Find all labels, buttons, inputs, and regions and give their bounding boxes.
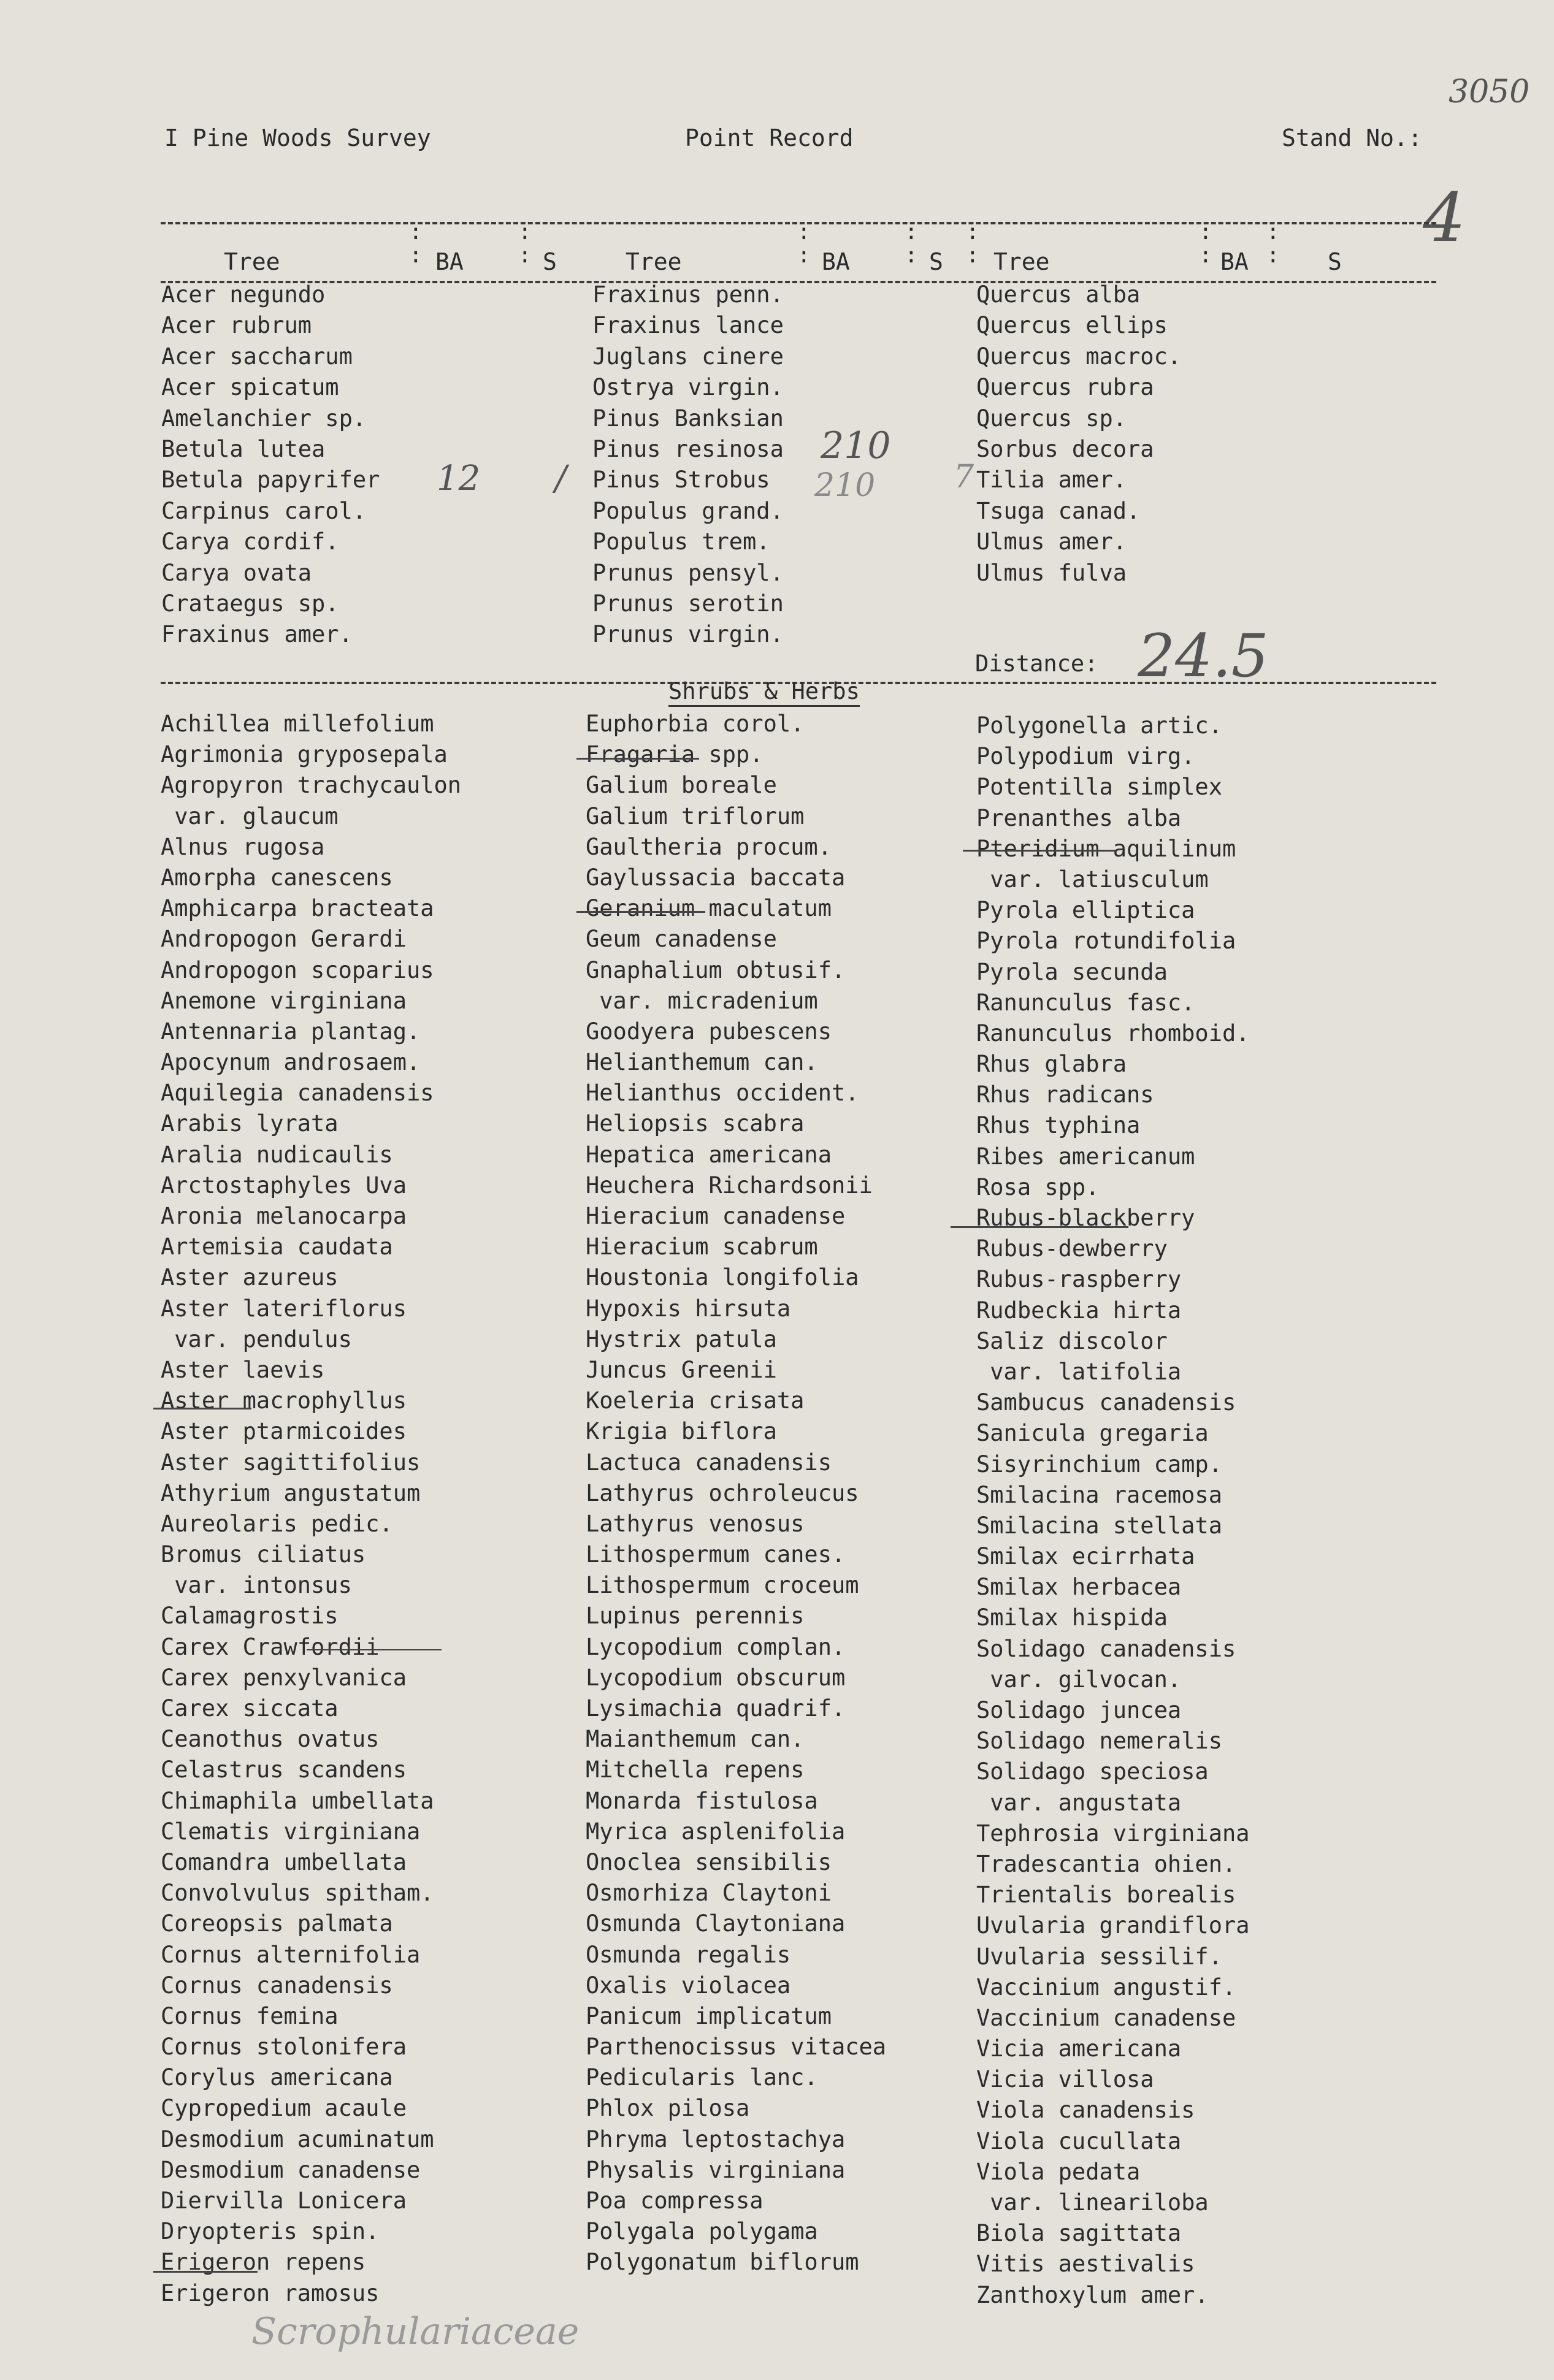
- list-item: Aster ptarmicoides: [161, 1418, 407, 1445]
- handwritten-pinus-strobus-ba: 210: [814, 467, 876, 504]
- list-item: Pinus Strobus: [592, 467, 770, 494]
- list-item: Rhus glabra: [976, 1051, 1127, 1078]
- separator-colons: : :: [1266, 219, 1280, 268]
- list-item: Helianthemum can.: [586, 1049, 818, 1076]
- list-item: Prunus serotin: [592, 590, 784, 617]
- list-item: var. latiusculum: [976, 866, 1209, 893]
- list-item: Helianthus occident.: [586, 1080, 859, 1107]
- s-header-3: S: [1328, 248, 1342, 275]
- shrubs-column-1: [161, 709, 461, 2309]
- list-item: Lithospermum canes.: [586, 1541, 846, 1568]
- list-item: Heuchera Richardsonii: [586, 1172, 873, 1199]
- list-item: Lathyrus ochroleucus: [586, 1479, 859, 1506]
- list-item: Galium triflorum: [586, 803, 805, 830]
- list-item: Zanthoxylum amer.: [976, 2281, 1209, 2308]
- list-item: Geum canadense: [586, 926, 777, 953]
- separator-colons: : :: [966, 219, 979, 268]
- list-item: Lactuca canadensis: [586, 1449, 832, 1476]
- list-item: Lithospermum croceum: [586, 1572, 859, 1599]
- list-item: Hepatica americana: [586, 1141, 832, 1168]
- list-item: Vaccinium angustif.: [976, 1974, 1236, 2000]
- list-item: Lupinus perennis: [586, 1603, 805, 1630]
- list-item: Diervilla Lonicera: [161, 2187, 407, 2214]
- list-item: Acer rubrum: [161, 312, 312, 339]
- list-item: Smilax hispida: [976, 1604, 1168, 1631]
- list-item: Uvularia grandiflora: [976, 1912, 1250, 1939]
- list-item: Panicum implicatum: [586, 2002, 832, 2029]
- list-item: Solidago nemeralis: [976, 1728, 1222, 1755]
- list-item: Agrimonia gryposepala: [161, 741, 448, 768]
- distance-value: 24.5: [1138, 622, 1269, 690]
- list-item: Polygonatum biflorum: [586, 2249, 859, 2276]
- list-item: Juglans cinere: [592, 343, 784, 370]
- list-item: Quercus rubra: [976, 374, 1154, 401]
- list-item: Amphicarpa bracteata: [161, 895, 434, 922]
- list-item: Aster lateriflorus: [161, 1295, 407, 1322]
- list-item: Trientalis borealis: [976, 1882, 1236, 1909]
- list-item: Euphorbia corol.: [586, 711, 805, 737]
- list-item: Heliopsis scabra: [586, 1110, 805, 1137]
- handwritten-checkmark: [153, 2271, 258, 2273]
- list-item: Cypropedium acaule: [161, 2095, 407, 2122]
- list-item: Smilax herbacea: [976, 1574, 1182, 1601]
- list-item: Betula papyrifer: [161, 467, 380, 494]
- list-item: Gaultheria procum.: [586, 833, 832, 860]
- list-item: Corylus americana: [161, 2064, 393, 2091]
- list-item: Quercus alba: [976, 281, 1141, 308]
- list-item: Tephrosia virginiana: [976, 1820, 1250, 1847]
- separator-colons: : :: [1199, 219, 1212, 268]
- list-item: Sambucus canadensis: [976, 1389, 1236, 1416]
- distance-label: Distance:: [975, 650, 1098, 677]
- list-item: Athyrium angustatum: [161, 1479, 421, 1506]
- list-item: Carex penxylvanica: [161, 1664, 407, 1691]
- list-item: Clematis virginiana: [161, 1818, 421, 1845]
- list-item: Viola pedata: [976, 2158, 1141, 2185]
- list-item: Achillea millefolium: [161, 711, 434, 737]
- list-item: Ribes americanum: [976, 1143, 1195, 1170]
- list-item: Prunus virgin.: [592, 621, 784, 648]
- list-item: Acer spicatum: [161, 374, 339, 401]
- list-item: Aralia nudicaulis: [161, 1141, 393, 1168]
- list-item: Solidago speciosa: [976, 1758, 1209, 1785]
- list-item: Vaccinium canadense: [976, 2004, 1236, 2031]
- handwritten-checkmark: [963, 850, 1116, 852]
- handwritten-betula-ba: 12: [437, 459, 481, 498]
- list-item: Hystrix patula: [586, 1325, 777, 1352]
- list-item: Comandra umbellata: [161, 1848, 407, 1875]
- list-item: var. lineariloba: [976, 2189, 1209, 2216]
- list-item: Sisyrinchium camp.: [976, 1451, 1222, 1478]
- list-item: Carpinus carol.: [161, 497, 367, 524]
- list-item: Fraxinus amer.: [161, 621, 353, 648]
- list-item: Ostrya virgin.: [592, 374, 784, 401]
- list-item: Maianthemum can.: [586, 1726, 805, 1753]
- list-item: Saliz discolor: [976, 1327, 1168, 1354]
- list-item: Antennaria plantag.: [161, 1018, 421, 1045]
- list-item: Polygonella artic.: [976, 712, 1222, 739]
- list-item: Pyrola secunda: [976, 958, 1168, 985]
- list-item: Osmorhiza Claytoni: [586, 1880, 832, 1907]
- list-item: Polygala polygama: [586, 2218, 818, 2245]
- handwritten-pinus-strobus-s: 7: [954, 459, 974, 495]
- list-item: Mitchella repens: [586, 1756, 805, 1783]
- list-item: Acer saccharum: [161, 343, 353, 370]
- list-item: Ceanothus ovatus: [161, 1726, 380, 1753]
- list-item: Ranunculus rhomboid.: [976, 1020, 1250, 1047]
- list-item: Polypodium virg.: [976, 743, 1195, 770]
- list-item: Cornus alternifolia: [161, 1941, 421, 1968]
- list-item: Alnus rugosa: [161, 833, 325, 860]
- list-item: Carya ovata: [161, 559, 312, 586]
- ba-header-3: BA: [1220, 248, 1249, 275]
- list-item: Vicia villosa: [976, 2066, 1154, 2093]
- list-item: Solidago juncea: [976, 1697, 1182, 1723]
- list-item: Rubus-dewberry: [976, 1235, 1168, 1262]
- shrubs-column-2: [586, 709, 886, 2278]
- list-item: var. latifolia: [976, 1358, 1182, 1385]
- list-item: Desmodium canadense: [161, 2156, 421, 2183]
- list-item: Crataegus sp.: [161, 590, 339, 617]
- list-item: Fragaria spp.: [586, 741, 764, 768]
- list-item: var. intonsus: [161, 1572, 352, 1599]
- list-item: Gaylussacia baccata: [586, 864, 846, 891]
- list-item: Physalis virginiana: [586, 2156, 846, 2183]
- list-item: Potentilla simplex: [976, 774, 1222, 801]
- list-item: Smilacina stellata: [976, 1512, 1222, 1539]
- list-item: Betula lutea: [161, 435, 326, 462]
- list-item: Monarda fistulosa: [586, 1787, 818, 1814]
- list-item: Solidago canadensis: [976, 1635, 1236, 1662]
- list-item: Goodyera pubescens: [586, 1018, 832, 1045]
- list-item: Rubus-blackberry: [976, 1205, 1195, 1231]
- shrubs-column-3: [976, 711, 1250, 2311]
- tree-header-2: Tree: [626, 248, 682, 275]
- list-item: Hieracium scabrum: [586, 1234, 818, 1261]
- handwritten-checkmark: [951, 1226, 1128, 1228]
- list-item: Koeleria crisata: [586, 1387, 805, 1414]
- list-item: Erigeron ramosus: [161, 2279, 380, 2306]
- list-item: Erigeron repens: [161, 2249, 366, 2276]
- list-item: Oxalis violacea: [586, 1972, 791, 1999]
- tree-header-1: Tree: [224, 248, 280, 275]
- list-item: Aquilegia canadensis: [161, 1080, 434, 1107]
- list-item: Viola cucullata: [976, 2127, 1182, 2154]
- list-item: Aster azureus: [161, 1264, 339, 1291]
- list-item: Dryopteris spin.: [161, 2218, 380, 2245]
- list-item: Lycopodium complan.: [586, 1633, 846, 1660]
- list-item: Lysimachia quadrif.: [586, 1695, 846, 1722]
- list-item: Sorbus decora: [976, 435, 1154, 462]
- list-item: Houstonia longifolia: [586, 1264, 859, 1291]
- list-item: Pyrola rotundifolia: [976, 928, 1236, 955]
- list-item: var. glaucum: [161, 803, 339, 830]
- list-item: Fraxinus penn.: [592, 281, 784, 308]
- list-item: Phryma leptostachya: [586, 2126, 846, 2153]
- list-item: Osmunda regalis: [586, 1941, 791, 1968]
- survey-title: I Pine Woods Survey: [164, 124, 431, 151]
- list-item: Pyrola elliptica: [976, 897, 1195, 924]
- list-item: Tsuga canad.: [976, 497, 1141, 524]
- handwritten-strikethrough: [307, 1649, 442, 1650]
- list-item: Aster macrophyllus: [161, 1387, 407, 1414]
- list-item: Rosa spp.: [976, 1173, 1100, 1200]
- list-item: Calamagrostis: [161, 1603, 339, 1630]
- list-item: var. micradenium: [586, 987, 818, 1014]
- list-item: Arabis lyrata: [161, 1110, 339, 1137]
- stand-number: 4: [1423, 178, 1466, 257]
- page-number: 3050: [1449, 74, 1530, 110]
- list-item: Smilax ecirrhata: [976, 1543, 1195, 1570]
- record-title: Point Record: [685, 124, 854, 151]
- list-item: Myrica asplenifolia: [586, 1818, 846, 1845]
- list-item: Rubus-raspberry: [976, 1266, 1182, 1293]
- list-item: Tilia amer.: [976, 467, 1127, 494]
- list-item: Cornus femina: [161, 2002, 339, 2029]
- handwritten-checkmark: [576, 758, 699, 760]
- list-item: Quercus ellips: [976, 312, 1168, 339]
- list-item: Pinus resinosa: [592, 435, 784, 462]
- list-item: Poa compressa: [586, 2187, 764, 2214]
- s-header-2: S: [929, 248, 943, 275]
- list-item: Amelanchier sp.: [161, 405, 367, 432]
- stand-label: Stand No.:: [1282, 124, 1422, 151]
- list-item: Lathyrus venosus: [586, 1510, 805, 1537]
- separator-colons: : :: [518, 219, 532, 268]
- list-item: Carex Crawfordii: [161, 1633, 380, 1660]
- tree-header-3: Tree: [993, 248, 1050, 275]
- list-item: Lycopodium obscurum: [586, 1664, 846, 1691]
- list-item: Populus trem.: [592, 528, 770, 555]
- list-item: Phlox pilosa: [586, 2095, 750, 2122]
- list-item: Juncus Greenii: [586, 1356, 777, 1383]
- list-item: Pinus Banksian: [592, 405, 784, 432]
- ba-header-1: BA: [435, 248, 464, 275]
- list-item: Prenanthes alba: [976, 804, 1182, 831]
- list-item: Smilacina racemosa: [976, 1481, 1222, 1508]
- tree-column-2: [592, 280, 784, 650]
- list-item: Acer negundo: [161, 281, 326, 308]
- tree-column-3: [976, 280, 1181, 589]
- list-item: Chimaphila umbellata: [161, 1787, 434, 1814]
- list-item: Andropogon scoparius: [161, 956, 434, 983]
- list-item: Apocynum androsaem.: [161, 1049, 421, 1076]
- list-item: Agropyron trachycaulon: [161, 772, 462, 799]
- list-item: Biola sagittata: [976, 2220, 1182, 2247]
- list-item: var. gilvocan.: [976, 1666, 1182, 1693]
- list-item: Aureolaris pedic.: [161, 1510, 393, 1537]
- list-item: Arctostaphyles Uva: [161, 1172, 407, 1199]
- list-item: Pteridium aquilinum: [976, 835, 1236, 862]
- list-item: Quercus sp.: [976, 405, 1127, 432]
- list-item: Artemisia caudata: [161, 1234, 393, 1261]
- list-item: Krigia biflora: [586, 1418, 777, 1445]
- list-item: Galium boreale: [586, 772, 777, 799]
- list-item: Quercus macroc.: [976, 343, 1182, 370]
- list-item: Carya cordif.: [161, 528, 339, 555]
- shrubs-herbs-title: Shrubs & Herbs: [668, 678, 860, 707]
- list-item: var. angustata: [976, 1789, 1182, 1816]
- separator-colons: : :: [905, 219, 918, 268]
- separator-colons: : :: [797, 219, 811, 268]
- list-item: Cornus stolonifera: [161, 2034, 407, 2061]
- list-item: Anemone virginiana: [161, 987, 407, 1014]
- list-item: Geranium maculatum: [586, 895, 832, 922]
- list-item: Prunus pensyl.: [592, 559, 784, 586]
- list-item: Convolvulus spitham.: [161, 1880, 434, 1907]
- handwritten-checkmark: [153, 1408, 251, 1409]
- handwritten-pinus-resinosa-ba: 210: [821, 424, 891, 467]
- list-item: Osmunda Claytoniana: [586, 1910, 846, 1937]
- list-item: Rhus radicans: [976, 1081, 1154, 1108]
- list-item: Sanicula gregaria: [976, 1420, 1209, 1447]
- list-item: Populus grand.: [592, 497, 784, 524]
- list-item: Celastrus scandens: [161, 1756, 407, 1783]
- list-item: Rhus typhina: [976, 1112, 1141, 1139]
- list-item: Desmodium acuminatum: [161, 2126, 434, 2153]
- list-item: Amorpha canescens: [161, 864, 393, 891]
- list-item: Aronia melanocarpa: [161, 1203, 407, 1229]
- list-item: Hieracium canadense: [586, 1203, 846, 1229]
- list-item: Vicia americana: [976, 2035, 1182, 2062]
- list-item: Bromus ciliatus: [161, 1541, 366, 1568]
- list-item: Coreopsis palmata: [161, 1910, 393, 1937]
- list-item: Gnaphalium obtusif.: [586, 956, 846, 983]
- list-item: Vitis aestivalis: [976, 2251, 1195, 2278]
- list-item: Fraxinus lance: [592, 312, 784, 339]
- separator-colons: : :: [409, 219, 423, 268]
- list-item: Onoclea sensibilis: [586, 1848, 832, 1875]
- list-item: Andropogon Gerardi: [161, 926, 407, 953]
- handwritten-betula-s: /: [555, 459, 567, 498]
- list-item: Ulmus fulva: [976, 559, 1127, 586]
- list-item: Aster sagittifolius: [161, 1449, 421, 1476]
- list-item: Pedicularis lanc.: [586, 2064, 818, 2091]
- ba-header-2: BA: [822, 248, 850, 275]
- list-item: Tradescantia ohien.: [976, 1850, 1236, 1877]
- list-item: Uvularia sessilif.: [976, 1943, 1222, 1970]
- handwritten-note: Scrophulariaceae: [251, 2310, 580, 2353]
- list-item: Rudbeckia hirta: [976, 1297, 1182, 1324]
- list-item: Ranunculus fasc.: [976, 989, 1195, 1016]
- tree-column-1: [161, 280, 380, 650]
- list-item: var. pendulus: [161, 1325, 352, 1352]
- list-item: Aster laevis: [161, 1356, 325, 1383]
- list-item: Carex siccata: [161, 1695, 339, 1722]
- list-item: Parthenocissus vitacea: [586, 2034, 887, 2061]
- list-item: Cornus canadensis: [161, 1972, 393, 1999]
- s-header-1: S: [543, 248, 557, 275]
- list-item: Hypoxis hirsuta: [586, 1295, 791, 1322]
- handwritten-checkmark: [576, 911, 705, 913]
- list-item: Viola canadensis: [976, 2097, 1195, 2124]
- list-item: Ulmus amer.: [976, 528, 1127, 555]
